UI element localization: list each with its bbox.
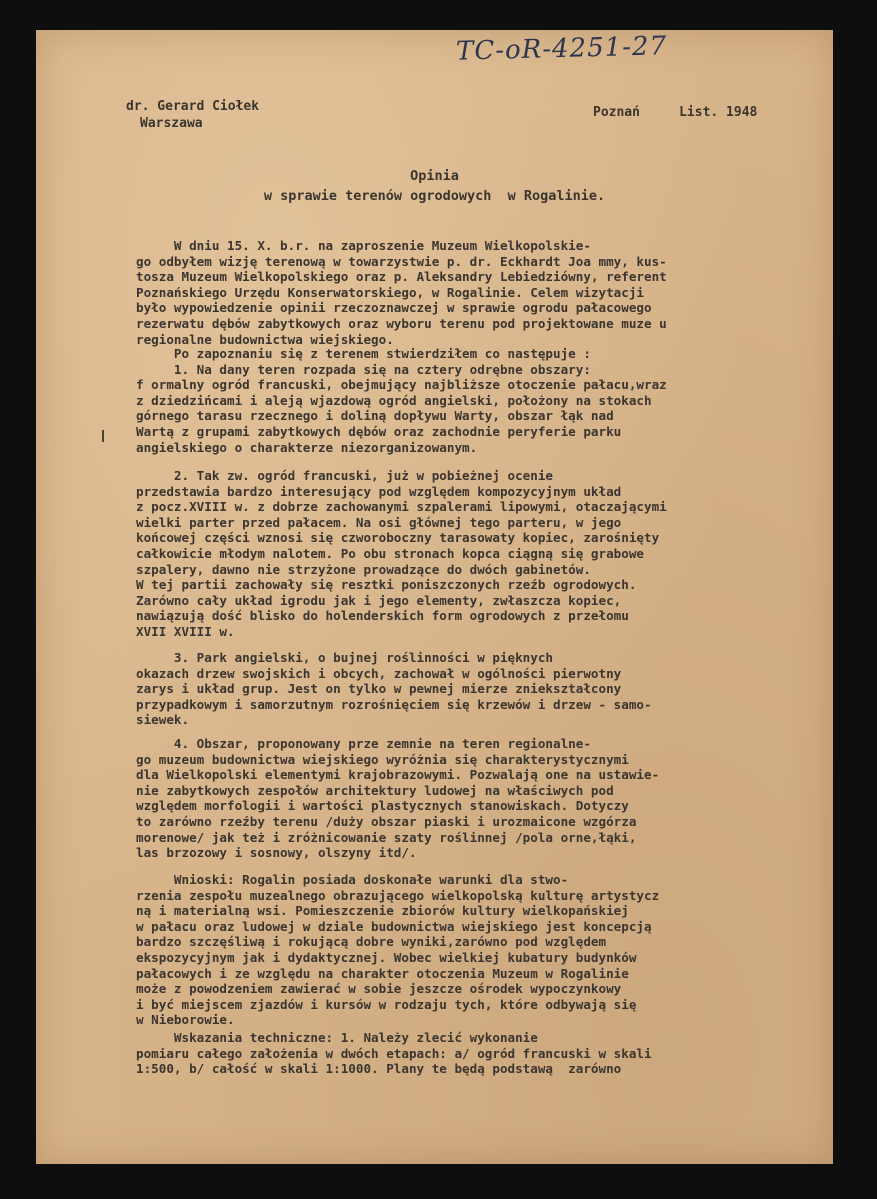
text-line: Wnioski: Rogalin posiada doskonałe warunki dla stwo- (136, 872, 569, 887)
text-line: 3. Park angielski, o bujnej roślinności w pięknych (136, 650, 554, 665)
text-line: górnego tarasu rzecznego i doliną dopływu Warty, obszar łąk nad (136, 408, 614, 424)
text-line: bardzo szczęśliwą i rokującą dobre wyniki,zarówno pod względem (136, 934, 607, 950)
text-line: nie zabytkowych zespołów architektury ludowej na właściwych pod (136, 782, 614, 798)
text-line: Zarówno cały układ igrodu jak i jego elementy, zwłaszcza kopiec, (136, 592, 622, 608)
paragraph-point-4 (136, 736, 836, 861)
text-line: w Nieborowie. (136, 1012, 235, 1028)
text-line: ekspozycyjnym jak i dydaktycznej. Wobec wielkiej kubatury budynków (136, 949, 637, 965)
paragraph-point-2 (136, 468, 836, 640)
text-line: względem morfologii i wartości plastycznych stanowiskach. Dotyczy (136, 798, 629, 814)
text-line: angielskiego o charakterze niezorganizowanym. (136, 439, 478, 455)
text-line: i być miejscem zjazdów i kursów w rodzaju tych, które odbywają się (136, 996, 637, 1012)
text-line: W tej partii zachowały się resztki poniszczonych rzeźb ogrodowych. (136, 577, 637, 593)
text-line: z pocz.XVIII w. z dobrze zachowanymi szpalerami lipowymi, otaczającymi (136, 499, 667, 515)
text-line: f ormalny ogród francuski, obejmujący najbliższe otoczenie pałacu,wraz (136, 377, 667, 393)
text-line: w pałacu oraz ludowej w dziale budownictwa wiejskiego jest koncepcją (136, 918, 652, 934)
text-line: XVII XVIII w. (136, 623, 235, 639)
archive-reference-handwritten: TC-oR-4251-27 (455, 31, 668, 67)
text-line: go muzeum budownictwa wiejskiego wyróżnia się charakterystycznymi (136, 751, 629, 767)
text-line: regionalne budownictwa wiejskiego. (136, 331, 394, 347)
paragraph-technical-notes (136, 1030, 836, 1077)
text-line: szpalery, dawno nie strzyżone prowadzące do dwóch gabinetów. (136, 561, 591, 577)
document-page (36, 30, 833, 1164)
text-line: tosza Muzeum Wielkopolskiego oraz p. Aleksandry Lebiedziówny, referent (136, 269, 667, 285)
text-line: przedstawia bardzo interesujący pod względem kompozycyjnym układ (136, 483, 622, 499)
text-line: Poznańskiego Urzędu Konserwatorskiego, w Rogalinie. Celem wizytacji (136, 284, 644, 300)
text-line: z dziedzińcami i aleją wjazdową ogród angielski, położony na stokach (136, 392, 652, 408)
paragraph-point-3 (136, 650, 836, 728)
paragraph-intro (136, 238, 836, 347)
author-name: dr. Gerard Ciołek (126, 99, 260, 114)
text-line: okazach drzew swojskich i obcych, zachował w ogólności pierwotny (136, 665, 622, 681)
text-line: 1:500, b/ całość w skali 1:1000. Plany te będą podstawą zarówno (136, 1061, 622, 1077)
text-line: ną i materialną wsi. Pomieszczenie zbiorów kultury wielkopańskiej (136, 903, 629, 919)
text-line: morenowe/ jak też i zróżnicowanie szaty roślinnej /pola orne,łąki, (136, 829, 637, 845)
paragraph-point-1 (136, 346, 836, 455)
paragraph-conclusions (136, 872, 836, 1028)
text-line: przypadkowym i samorzutnym rozrośnięciem się krzewów i drzew - samo- (136, 696, 652, 712)
text-line: może z powodzeniem zawierać w sobie jeszcze ośrodek wypoczynkowy (136, 981, 622, 997)
document-title: Opinia (410, 168, 459, 184)
text-line: 2. Tak zw. ogród francuski, już w pobieżnej ocenie (136, 468, 554, 483)
text-line: zarys i układ grup. Jest on tylko w pewnej mierze zniekształcony (136, 681, 622, 697)
text-line: całkowicie młodym nalotem. Po obu stronach kopca ciągną się grabowe (136, 545, 644, 561)
text-line: pomiaru całego założenia w dwóch etapach: a/ ogród francuski w skali (136, 1045, 652, 1061)
text-line: rzenia zespołu muzealnego obrazującego wielkopolską kulturę artystycz (136, 887, 660, 903)
author-block (126, 98, 259, 132)
text-line: pałacowych i ze względu na charakter otoczenia Muzeum w Rogalinie (136, 965, 629, 981)
text-line: W dniu 15. X. b.r. na zaproszenie Muzeum Wielkopolskie- (136, 238, 591, 253)
author-city: Warszawa (140, 116, 203, 131)
text-line: 1. Na dany teren rozpada się na cztery odrębne obszary: (136, 361, 591, 377)
text-line: Wskazania techniczne: 1. Należy zlecić wykonanie (136, 1030, 538, 1045)
text-line: Wartą z grupami zabytkowych dębów oraz zachodnie peryferie parku (136, 423, 622, 439)
text-line: dla Wielkopolski elementymi krajobrazowymi. Pozwalają one na ustawie- (136, 767, 660, 783)
place-and-date: Poznań List. 1948 (593, 105, 758, 120)
document-subject: w sprawie terenów ogrodowych w Rogalinie. (263, 188, 606, 204)
text-line: końcowej części wznosi się czworoboczny tarasowaty kopiec, zarośnięty (136, 530, 660, 546)
text-line: siewek. (136, 712, 190, 728)
text-line: to zarówno rzeźby terenu /duży obszar piaski i urozmaicone wzgórza (136, 813, 637, 829)
text-line: las brzozowy i sosnowy, olszyny itd/. (136, 845, 417, 861)
text-line: go odbyłem wizję terenową w towarzystwie p. dr. Eckhardt Joa mmy, kus- (136, 253, 667, 269)
text-line: nawiązują dość blisko do holenderskich form ogrodowych z przełomu (136, 608, 629, 624)
text-line: rezerwatu dębów zabytkowych oraz wyboru terenu pod projektowane muze u (136, 315, 667, 331)
text-line: Po zapoznaniu się z terenem stwierdziłem co następuje : (136, 346, 591, 361)
text-line: wielki parter przed pałacem. Na osi głównej tego parteru, w jego (136, 514, 622, 530)
text-line: 4. Obszar, proponowany prze zemnie na teren regionalne- (136, 736, 591, 751)
text-line: było wypowiedzenie opinii rzeczoznawczej w sprawie ogrodu pałacowego (136, 300, 652, 316)
margin-mark (102, 430, 104, 442)
